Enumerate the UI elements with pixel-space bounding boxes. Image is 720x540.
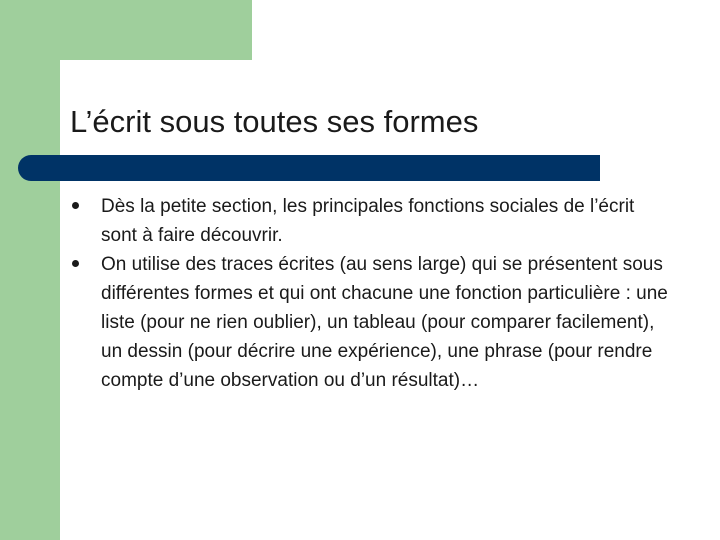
bullet-text: Dès la petite section, les principales fonctions sociales de l’écrit sont à faire découvrir. <box>101 196 635 246</box>
decorative-green-band-top <box>60 0 252 60</box>
title-underline-bar <box>18 155 600 181</box>
bullet-item <box>68 192 668 250</box>
bullet-list <box>68 192 668 395</box>
bullet-item <box>68 250 668 395</box>
bullet-dot-icon <box>72 260 79 267</box>
slide-title: L’écrit sous toutes ses formes <box>70 104 479 139</box>
decorative-green-band-left <box>0 0 60 540</box>
bullet-text: On utilise des traces écrites (au sens large) qui se présentent sous différentes formes et qui ont chacune une fonction particulière : une liste (pour ne rien oublier), un tableau (pour comparer facilement), un dessin (pour décrire une expérience), une phrase (pour rendre compte d’une observation ou d’un résultat)… <box>101 254 668 391</box>
bullet-dot-icon <box>72 202 79 209</box>
